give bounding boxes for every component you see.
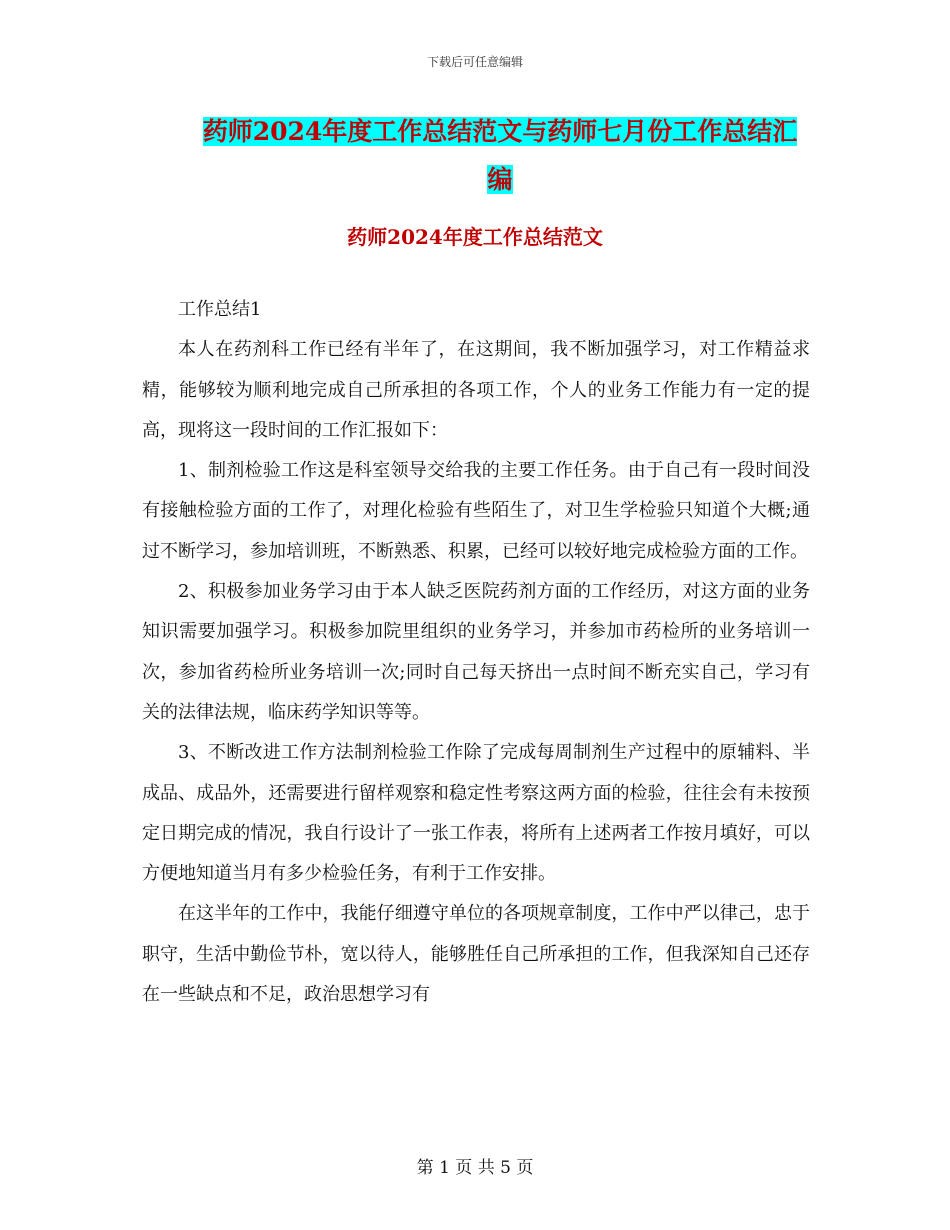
header-note: 下载后可任意编辑 bbox=[426, 55, 523, 69]
subheading: 工作总结1 bbox=[178, 299, 262, 320]
section-title: 药师2024年度工作总结范文 bbox=[347, 225, 603, 249]
document-title-line-2: 编 bbox=[487, 165, 513, 194]
paragraph: 在这半年的工作中，我能仔细遵守单位的各项规章制度，工作中严以律己，忠于职守，生活中勤俭节朴，宽以待人，能够胜任自己所承担的工作，但我深知自己还存在一些缺点和不足，政治思想学习有 bbox=[142, 903, 810, 1006]
document-title-line-1: 药师2024年度工作总结范文与药师七月份工作总结汇 bbox=[202, 117, 798, 146]
paragraph: 2、积极参加业务学习由于本人缺乏医院药剂方面的工作经历，对这方面的业务知识需要加强学习。积极参加院里组织的业务学习，并参加市药检所的业务培训一次，参加省药检所业务培训一次;同时自己每天挤出一点时间不断充实自己，学习有关的法律法规，临床药学知识等等。 bbox=[142, 581, 810, 723]
paragraph: 1、制剂检验工作这是科室领导交给我的主要工作任务。由于自己有一段时间没有接触检验方面的工作了，对理化检验有些陌生了，对卫生学检验只知道个大概;通过不断学习，参加培训班，不断熟悉、积累，已经可以较好地完成检验方面的工作。 bbox=[142, 460, 810, 562]
document-body bbox=[142, 290, 810, 1015]
paragraph: 3、不断改进工作方法制剂检验工作除了完成每周制剂生产过程中的原辅料、半成品、成品外，还需要进行留样观察和稳定性考察这两方面的检验，往往会有未按预定日期完成的情况，我自行设计了一张工作表，将所有上述两者工作按月填好，可以方便地知道当月有多少检验任务，有利于工作安排。 bbox=[142, 742, 810, 885]
page-number: 第 1 页 共 5 页 bbox=[416, 1158, 534, 1178]
paragraph: 本人在药剂科工作已经有半年了，在这期间，我不断加强学习，对工作精益求精，能够较为顺利地完成自己所承担的各项工作，个人的业务工作能力有一定的提高，现将这一段时间的工作汇报如下： bbox=[142, 339, 810, 441]
document-title bbox=[150, 108, 850, 204]
